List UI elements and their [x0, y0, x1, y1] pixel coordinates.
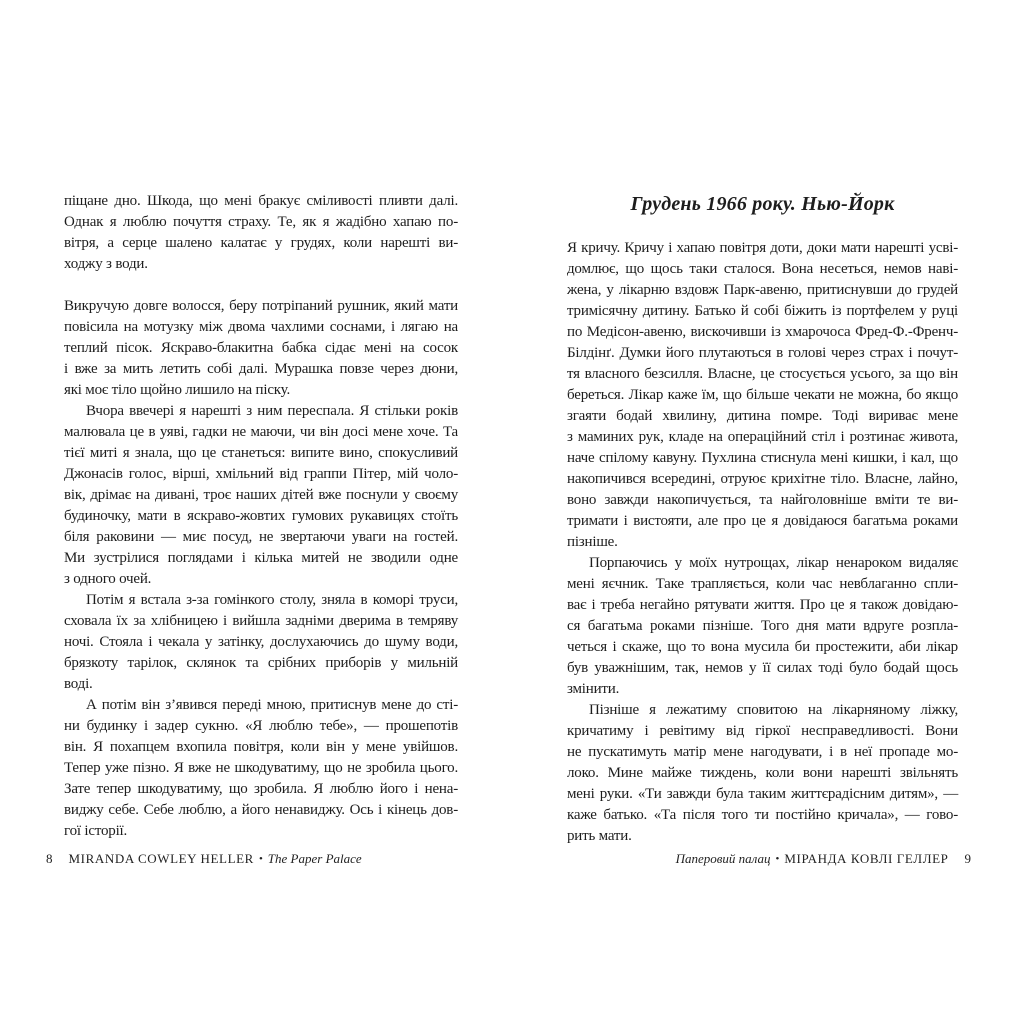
text-line: кричатиму і ревітиму від гіркої несправедливості. Вони	[567, 723, 958, 739]
text-line: накопичився всередині, отруює крихітне тіло. Власне, лайно,	[567, 471, 958, 487]
text-line: сховала їх за хлібницею і вийшла задніми дверима в темряву	[64, 613, 458, 629]
text-line: Вчора ввечері я нарешті з ним переспала. Я стільки років	[86, 403, 458, 419]
text-line: малювала це в уяві, гадки не маючи, чи він досі мене хоче. Та	[64, 424, 458, 440]
text-line: біля раковини — миє посуд, не звертаючи уваги на гостей.	[64, 529, 458, 545]
text-line: ни будинку і задер сукню. «Я люблю тебе», — прошепотів	[64, 718, 458, 734]
text-line: Ми зустрілися поглядами і кілька митей не зводили одне	[64, 550, 458, 566]
text-line: вік, дрімає на дивані, троє наших дітей вже поснули у своєму	[64, 487, 458, 503]
text-line: тя власного безсилля. Власне, це стосується усього, за що він	[567, 366, 958, 382]
text-line: Джонасів голос, вірші, хмільний від граппи Пітер, мій чоло-	[64, 466, 458, 482]
paragraph	[567, 238, 958, 553]
text-line: по Медісон-авеню, вискочивши із хмарочоса Фред-Ф.-Френч-	[567, 324, 958, 340]
text-line: тримісячну дитину. Батько й собі біжить із портфелем у руці	[567, 303, 958, 319]
paragraph	[64, 401, 458, 590]
text-line: наче спілому кавуну. Пухлина стиснула мені кишки, і кал, що	[567, 450, 958, 466]
text-line: четься і скаже, що то вона мусила би простежити, аби лікар	[567, 639, 958, 655]
text-line: пізніше.	[567, 534, 618, 550]
right-page-footer	[567, 851, 971, 867]
paragraph	[567, 553, 958, 700]
text-line: змінити.	[567, 681, 620, 697]
footer-author-name: MIRANDA COWLEY HELLER	[68, 851, 254, 866]
text-line: ночі. Стояла і чекала у затінку, дослухаючись до шуму води,	[64, 634, 458, 650]
text-line: теплий пісок. Яскраво-блакитна бабка сідає мені на сосок	[64, 340, 458, 356]
footer-bullet-separator: •	[775, 853, 780, 865]
text-line: Я кричу. Кричу і хапаю повітря доти, доки мати нарешті усві-	[567, 240, 958, 256]
text-line: жена, у лікарню вздовж Парк-авеню, притиснувши до грудей	[567, 282, 958, 298]
text-line: ває і треба негайно рятувати життя. Про це я також довідаю-	[567, 597, 958, 613]
left-page-number: 8	[46, 851, 53, 866]
footer-bullet-separator: •	[258, 853, 263, 865]
chapter-heading: Грудень 1966 року. Нью-Йорк	[630, 193, 895, 215]
paragraph	[64, 590, 458, 695]
text-line: брязкоту тарілок, склянок та срібних приборів у мильній	[64, 655, 458, 671]
text-line: мені руки. «Ти завжди була таким життєрадісним дитям», —	[567, 786, 958, 802]
text-line: він. Я похапцем вхопила повітря, коли він у мене увійшов.	[64, 739, 458, 755]
text-line: Викручую довге волосся, беру потріпаний рушник, який мати	[64, 298, 458, 314]
text-line: ходжу з води.	[64, 256, 148, 272]
text-line: згаяти бодай хвилину, дитина помре. Тоді вириває мене	[567, 408, 958, 424]
text-line: з маминих рук, кладе на операційний стіл і розтинає живота,	[567, 429, 958, 445]
text-line: Білдінґ. Думки його плутаються в голові через страх і почут-	[567, 345, 958, 361]
text-line: вітря, а серце шалено калатає у грудях, коли нарешті ви-	[64, 235, 458, 251]
paragraph	[567, 700, 958, 847]
text-line: Пізніше я лежатиму сповитою на лікарняному ліжку,	[589, 702, 958, 718]
footer-book-title-uk: Паперовий палац	[675, 851, 771, 866]
left-page-footer	[46, 851, 362, 867]
text-line: Однак я люблю почуття страху. Те, як я жадібно хапаю по-	[64, 214, 458, 230]
text-line: гої історії.	[64, 823, 128, 839]
text-line: не пускатимуть матір мене нагодувати, і в неї пропаде мо-	[567, 744, 958, 760]
text-line: рить мати.	[567, 828, 632, 844]
footer-book-title: The Paper Palace	[267, 851, 362, 866]
right-page-paragraphs	[567, 238, 958, 847]
text-line: домлює, що щось таки сталося. Вона несеться, немов наві-	[567, 261, 958, 277]
text-line: піщане дно. Шкода, що мені бракує сміливості пливти далі.	[64, 193, 458, 209]
text-line: будиночку, мати в яскраво-жовтих гумових рукавицях стоїть	[64, 508, 458, 524]
paragraph	[64, 695, 458, 842]
text-line: які моє тіло щойно лишило на піску.	[64, 382, 291, 398]
text-line: воно завжди накопичується, та найголовніше вміти те ви-	[567, 492, 958, 508]
text-line: з одного очей.	[64, 571, 152, 587]
text-line: Потім я встала з-за гомінкого столу, зняла в коморі труси,	[86, 592, 458, 608]
text-line: А потім він з’явився переді мною, притиснув мене до сті-	[86, 697, 458, 713]
text-line: тієї миті я знала, що це станеться: випите вино, спокусливий	[64, 445, 458, 461]
text-line: повісила на мотузку між двома чахлими соснами, і лягаю на	[64, 319, 458, 335]
paragraph	[64, 191, 458, 275]
text-line: виджу себе. Себе люблю, а його ненавиджу. Ось і кінець дов-	[64, 802, 458, 818]
text-line: і вже за мить летить собі далі. Мурашка повзе через дюни,	[64, 361, 458, 377]
footer-author-name-uk: МІРАНДА КОВЛІ ГЕЛЛЕР	[784, 851, 949, 866]
text-line: Тепер уже пізно. Я вже не шкодуватиму, що не зробила цього.	[64, 760, 458, 776]
text-line: береться. Лікар каже їм, що більше чекати не можна, бо якщо	[567, 387, 958, 403]
text-line: мені яєчник. Таке трапляється, коли час невблаганно спли-	[567, 576, 958, 592]
text-line: Зате тепер шкодуватиму, що зробила. Я люблю його і нена-	[64, 781, 458, 797]
text-line: ся багатьма роками пізніше. Того дня мати вдруге розпла-	[567, 618, 958, 634]
text-line: каже батько. «Та після того ти постійно кричала», — гово-	[567, 807, 958, 823]
text-line: воді.	[64, 676, 93, 692]
text-line: локо. Мине майже тиждень, коли вони нарешті звільнять	[567, 765, 958, 781]
right-page-number: 9	[964, 851, 971, 866]
text-line: був уважнішим, так, немов у її силах тоді було бодай щось	[567, 660, 958, 676]
right-page-text-column	[567, 192, 958, 847]
text-line: тримати і вистояти, але про це я довідаюся багатьма роками	[567, 513, 958, 529]
text-line: Порпаючись у моїх нутрощах, лікар ненароком видаляє	[589, 555, 958, 571]
paragraph	[64, 296, 458, 401]
left-page-text-column	[64, 191, 458, 842]
